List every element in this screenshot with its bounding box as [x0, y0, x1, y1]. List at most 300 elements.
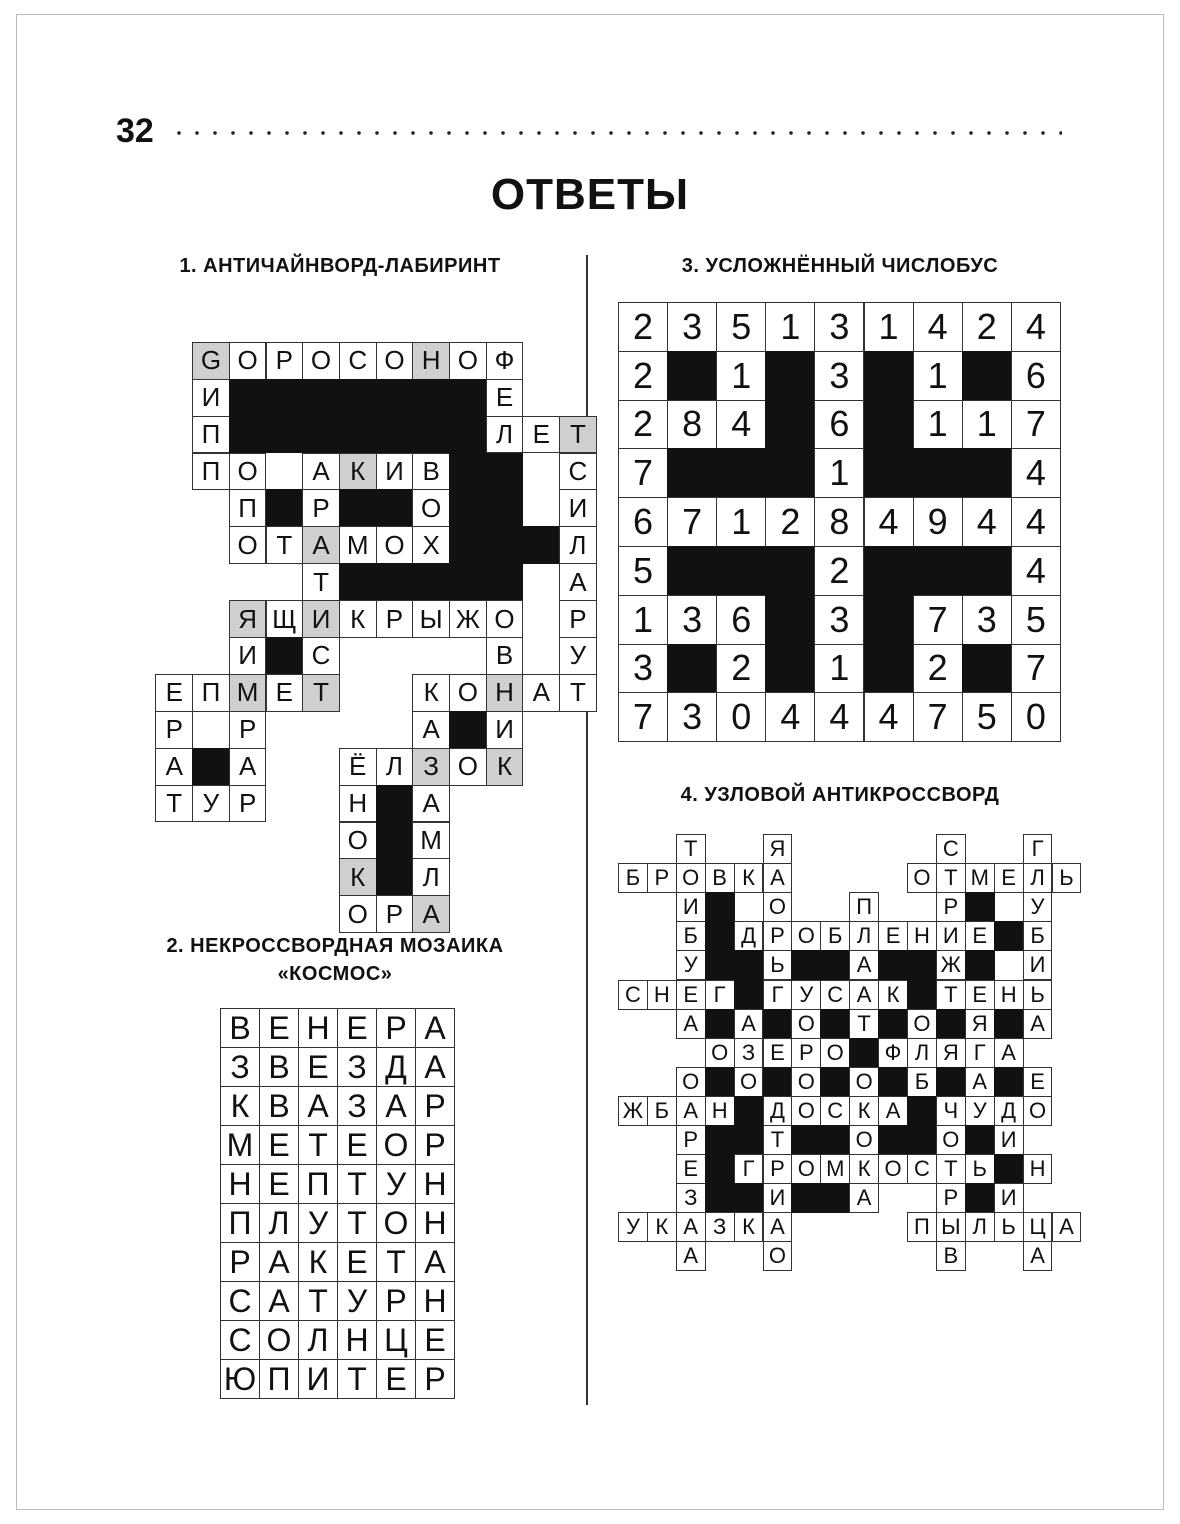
letter-cell: В: [936, 1241, 966, 1271]
letter-cell: Е: [965, 980, 995, 1010]
black-cell: [449, 379, 487, 417]
letter-cell: Е: [155, 674, 193, 712]
letter-cell: Ф: [486, 342, 524, 380]
letter-cell: Р: [415, 1359, 455, 1399]
letter-cell: Д: [763, 1096, 793, 1126]
black-cell: [449, 489, 487, 527]
letter-cell: О: [849, 1125, 879, 1155]
black-cell: [486, 563, 524, 601]
letter-cell: 2: [618, 400, 668, 450]
black-cell: [266, 637, 304, 675]
black-cell: [376, 785, 414, 823]
letter-cell: А: [1052, 1212, 1082, 1242]
letter-cell: К: [339, 600, 377, 638]
letter-cell: Р: [376, 1281, 416, 1321]
letter-cell: Е: [676, 980, 706, 1010]
black-cell: [734, 1096, 764, 1126]
letter-cell: О: [763, 892, 793, 922]
letter-cell: С: [936, 834, 966, 864]
dotted-header-rule: [170, 131, 1062, 135]
page-title: ОТВЕТЫ: [490, 170, 690, 219]
letter-cell: Н: [337, 1320, 377, 1360]
letter-cell: Е: [763, 1038, 793, 1068]
letter-cell: Ь: [965, 1154, 995, 1184]
letter-cell: 4: [814, 692, 864, 742]
black-cell: [913, 546, 963, 596]
letter-cell: К: [647, 1212, 677, 1242]
letter-cell: И: [1023, 950, 1053, 980]
letter-cell: Т: [936, 980, 966, 1010]
black-cell: [266, 489, 304, 527]
letter-cell: Е: [337, 1008, 377, 1048]
letter-cell: Г: [763, 980, 793, 1010]
highlighted-cell: А: [412, 895, 450, 933]
letter-cell: А: [676, 1009, 706, 1039]
letter-cell: 1: [962, 400, 1012, 450]
letter-cell: О: [734, 1067, 764, 1097]
letter-cell: Т: [559, 674, 597, 712]
black-cell: [266, 416, 304, 454]
letter-cell: Т: [936, 1154, 966, 1184]
letter-cell: Т: [849, 1009, 879, 1039]
section-title-line: 3. УСЛОЖНЁННЫЙ ЧИСЛОБУС: [681, 255, 999, 277]
letter-cell: О: [676, 863, 706, 893]
letter-cell: Е: [965, 921, 995, 951]
letter-cell: О: [791, 921, 821, 951]
letter-cell: А: [298, 1086, 338, 1126]
letter-cell: А: [763, 1212, 793, 1242]
letter-cell: И: [559, 489, 597, 527]
letter-cell: О: [449, 342, 487, 380]
section-title-1: [130, 255, 550, 278]
letter-cell: О: [412, 489, 450, 527]
letter-cell: Л: [486, 416, 524, 454]
letter-cell: О: [376, 342, 414, 380]
letter-cell: О: [229, 453, 267, 491]
letter-cell: 4: [1011, 448, 1061, 498]
letter-cell: К: [849, 1154, 879, 1184]
letter-cell: 5: [1011, 595, 1061, 645]
letter-cell: О: [676, 1067, 706, 1097]
black-cell: [486, 453, 524, 491]
black-cell: [266, 379, 304, 417]
letter-cell: З: [337, 1047, 377, 1087]
letter-cell: 8: [667, 400, 717, 450]
letter-cell: З: [337, 1086, 377, 1126]
letter-cell: А: [994, 1038, 1024, 1068]
letter-cell: Ь: [1052, 863, 1082, 893]
letter-cell: А: [676, 1096, 706, 1126]
letter-cell: Ж: [449, 600, 487, 638]
letter-cell: Н: [220, 1164, 260, 1204]
letter-cell: Я: [936, 1038, 966, 1068]
black-cell: [820, 1009, 850, 1039]
letter-cell: А: [376, 1086, 416, 1126]
letter-cell: Р: [415, 1125, 455, 1165]
letter-cell: З: [220, 1047, 260, 1087]
black-cell: [965, 1183, 995, 1213]
black-cell: [716, 448, 766, 498]
letter-cell: М: [220, 1125, 260, 1165]
black-cell: [907, 1096, 937, 1126]
letter-cell: Е: [676, 1154, 706, 1184]
letter-cell: 1: [618, 595, 668, 645]
letter-cell: М: [412, 822, 450, 860]
letter-cell: 0: [1011, 692, 1061, 742]
letter-cell: 1: [716, 497, 766, 547]
black-cell: [339, 489, 377, 527]
letter-cell: Н: [647, 980, 677, 1010]
letter-cell: Ё: [339, 748, 377, 786]
letter-cell: В: [259, 1047, 299, 1087]
letter-cell: 7: [667, 497, 717, 547]
letter-cell: С: [559, 453, 597, 491]
letter-cell: 7: [913, 692, 963, 742]
black-cell: [936, 1067, 966, 1097]
letter-cell: К: [734, 863, 764, 893]
letter-cell: Т: [337, 1203, 377, 1243]
letter-cell: О: [791, 1154, 821, 1184]
letter-cell: 3: [814, 302, 864, 352]
black-cell: [965, 950, 995, 980]
highlighted-cell: К: [486, 748, 524, 786]
letter-cell: 2: [618, 302, 668, 352]
highlighted-cell: Т: [559, 416, 597, 454]
letter-cell: Л: [298, 1320, 338, 1360]
highlighted-cell: Я: [229, 600, 267, 638]
letter-cell: И: [994, 1125, 1024, 1155]
highlighted-cell: К: [339, 453, 377, 491]
letter-cell: У: [965, 1096, 995, 1126]
letter-cell: 4: [1011, 497, 1061, 547]
black-cell: [229, 379, 267, 417]
letter-cell: Б: [820, 921, 850, 951]
letter-cell: 5: [962, 692, 1012, 742]
letter-cell: 2: [618, 351, 668, 401]
letter-cell: А: [849, 980, 879, 1010]
letter-cell: У: [676, 950, 706, 980]
letter-cell: Р: [155, 711, 193, 749]
black-cell: [734, 980, 764, 1010]
letter-cell: Ю: [220, 1359, 260, 1399]
letter-cell: В: [220, 1008, 260, 1048]
letter-cell: 5: [716, 302, 766, 352]
letter-cell: Е: [878, 921, 908, 951]
black-cell: [667, 546, 717, 596]
letter-cell: В: [412, 453, 450, 491]
letter-cell: А: [849, 950, 879, 980]
black-cell: [486, 489, 524, 527]
letter-cell: О: [849, 1067, 879, 1097]
letter-cell: С: [907, 1154, 937, 1184]
letter-cell: А: [302, 453, 340, 491]
letter-cell: 3: [962, 595, 1012, 645]
letter-cell: Я: [965, 1009, 995, 1039]
letter-cell: Н: [298, 1008, 338, 1048]
letter-cell: Н: [339, 785, 377, 823]
letter-cell: Н: [994, 980, 1024, 1010]
black-cell: [878, 1125, 908, 1155]
letter-cell: О: [449, 748, 487, 786]
letter-cell: О: [878, 1154, 908, 1184]
letter-cell: З: [734, 1038, 764, 1068]
black-cell: [994, 1067, 1024, 1097]
black-cell: [965, 892, 995, 922]
letter-cell: Е: [298, 1047, 338, 1087]
letter-cell: Ж: [618, 1096, 648, 1126]
letter-cell: С: [820, 980, 850, 1010]
black-cell: [765, 400, 815, 450]
black-cell: [705, 1009, 735, 1039]
letter-cell: О: [907, 1009, 937, 1039]
letter-cell: Т: [763, 1125, 793, 1155]
letter-cell: Г: [965, 1038, 995, 1068]
letter-cell: А: [849, 1183, 879, 1213]
letter-cell: 4: [962, 497, 1012, 547]
letter-cell: Н: [415, 1203, 455, 1243]
letter-cell: У: [376, 1164, 416, 1204]
letter-cell: М: [965, 863, 995, 893]
letter-cell: 4: [1011, 546, 1061, 596]
letter-cell: Г: [705, 980, 735, 1010]
letter-cell: А: [415, 1047, 455, 1087]
letter-cell: Ы: [412, 600, 450, 638]
letter-cell: Р: [302, 489, 340, 527]
letter-cell: 6: [618, 497, 668, 547]
black-cell: [376, 858, 414, 896]
letter-cell: Д: [994, 1096, 1024, 1126]
letter-cell: З: [705, 1212, 735, 1242]
black-cell: [864, 351, 914, 401]
letter-cell: Б: [647, 1096, 677, 1126]
letter-cell: Н: [705, 1096, 735, 1126]
highlighted-cell: М: [229, 674, 267, 712]
letter-cell: П: [907, 1212, 937, 1242]
letter-cell: Ж: [936, 950, 966, 980]
black-cell: [522, 526, 560, 564]
letter-cell: К: [298, 1242, 338, 1282]
letter-cell: Н: [907, 921, 937, 951]
letter-cell: С: [339, 342, 377, 380]
letter-cell: А: [763, 863, 793, 893]
letter-cell: Б: [676, 921, 706, 951]
black-cell: [765, 644, 815, 694]
black-cell: [765, 546, 815, 596]
letter-cell: А: [259, 1242, 299, 1282]
section-title-line: 1. АНТИЧАЙНВОРД-ЛАБИРИНТ: [179, 255, 501, 277]
black-cell: [878, 950, 908, 980]
letter-cell: Ч: [936, 1096, 966, 1126]
letter-cell: О: [229, 342, 267, 380]
black-cell: [864, 400, 914, 450]
letter-cell: А: [412, 711, 450, 749]
letter-cell: О: [376, 526, 414, 564]
letter-cell: К: [220, 1086, 260, 1126]
letter-cell: Е: [259, 1164, 299, 1204]
highlighted-cell: З: [412, 748, 450, 786]
letter-cell: Е: [415, 1320, 455, 1360]
black-cell: [907, 980, 937, 1010]
letter-cell: О: [763, 1241, 793, 1271]
letter-cell: 1: [913, 400, 963, 450]
black-cell: [449, 711, 487, 749]
black-cell: [376, 489, 414, 527]
black-cell: [705, 1183, 735, 1213]
letter-cell: У: [192, 785, 230, 823]
letter-cell: У: [337, 1281, 377, 1321]
letter-cell: А: [415, 1008, 455, 1048]
black-cell: [302, 379, 340, 417]
letter-cell: И: [298, 1359, 338, 1399]
letter-cell: К: [849, 1096, 879, 1126]
letter-cell: А: [559, 563, 597, 601]
letter-cell: 1: [864, 302, 914, 352]
letter-cell: Б: [1023, 921, 1053, 951]
letter-cell: Е: [337, 1125, 377, 1165]
letter-cell: Е: [259, 1008, 299, 1048]
letter-cell: 3: [618, 644, 668, 694]
black-cell: [192, 748, 230, 786]
black-cell: [962, 546, 1012, 596]
letter-cell: П: [849, 892, 879, 922]
section-title-4: [610, 784, 1070, 807]
letter-cell: А: [676, 1212, 706, 1242]
highlighted-cell: А: [302, 526, 340, 564]
section-title-line: 2. НЕКРОССВОРДНАЯ МОЗАИКА: [166, 935, 504, 957]
black-cell: [791, 1125, 821, 1155]
letter-cell: 4: [765, 692, 815, 742]
black-cell: [962, 351, 1012, 401]
letter-cell: Ф: [878, 1038, 908, 1068]
black-cell: [878, 1067, 908, 1097]
letter-cell: 1: [814, 448, 864, 498]
letter-cell: Р: [220, 1242, 260, 1282]
black-cell: [449, 526, 487, 564]
black-cell: [716, 546, 766, 596]
letter-cell: А: [1023, 1009, 1053, 1039]
letter-cell: 2: [913, 644, 963, 694]
letter-cell: 2: [765, 497, 815, 547]
letter-cell: А: [522, 674, 560, 712]
letter-cell: М: [820, 1154, 850, 1184]
letter-cell: В: [259, 1086, 299, 1126]
letter-cell: 5: [618, 546, 668, 596]
letter-cell: 7: [618, 692, 668, 742]
letter-cell: Р: [559, 600, 597, 638]
black-cell: [339, 379, 377, 417]
black-cell: [765, 351, 815, 401]
black-cell: [849, 1038, 879, 1068]
letter-cell: 3: [667, 595, 717, 645]
letter-cell: А: [676, 1241, 706, 1271]
black-cell: [449, 563, 487, 601]
letter-cell: П: [192, 453, 230, 491]
letter-cell: П: [298, 1164, 338, 1204]
black-cell: [376, 822, 414, 860]
black-cell: [486, 526, 524, 564]
letter-cell: Л: [259, 1203, 299, 1243]
black-cell: [376, 416, 414, 454]
letter-cell: У: [559, 637, 597, 675]
letter-cell: О: [791, 1096, 821, 1126]
letter-cell: А: [259, 1281, 299, 1321]
black-cell: [229, 416, 267, 454]
letter-cell: И: [936, 921, 966, 951]
letter-cell: Ь: [1023, 980, 1053, 1010]
letter-cell: И: [229, 637, 267, 675]
black-cell: [734, 1183, 764, 1213]
letter-cell: Л: [412, 858, 450, 896]
letter-cell: Т: [337, 1164, 377, 1204]
letter-cell: Т: [376, 1242, 416, 1282]
letter-cell: У: [1023, 892, 1053, 922]
letter-cell: Г: [1023, 834, 1053, 864]
letter-cell: А: [734, 1009, 764, 1039]
letter-cell: Р: [376, 895, 414, 933]
letter-cell: О: [376, 1203, 416, 1243]
letter-cell: С: [220, 1320, 260, 1360]
black-cell: [705, 892, 735, 922]
letter-cell: 3: [667, 302, 717, 352]
highlighted-cell: Т: [302, 674, 340, 712]
black-cell: [994, 921, 1024, 951]
letter-cell: 8: [814, 497, 864, 547]
black-cell: [994, 1009, 1024, 1039]
page-number: 32: [116, 112, 154, 150]
letter-cell: Д: [734, 921, 764, 951]
letter-cell: 4: [864, 497, 914, 547]
black-cell: [763, 1067, 793, 1097]
letter-cell: 1: [814, 644, 864, 694]
letter-cell: С: [820, 1096, 850, 1126]
letter-cell: 0: [716, 692, 766, 742]
black-cell: [376, 379, 414, 417]
letter-cell: Ь: [994, 1212, 1024, 1242]
black-cell: [667, 448, 717, 498]
black-cell: [820, 1125, 850, 1155]
letter-cell: Р: [936, 1183, 966, 1213]
black-cell: [734, 950, 764, 980]
section-title-line: 4. УЗЛОВОЙ АНТИКРОССВОРД: [680, 784, 1000, 806]
black-cell: [412, 379, 450, 417]
black-cell: [765, 595, 815, 645]
letter-cell: 7: [1011, 644, 1061, 694]
black-cell: [667, 351, 717, 401]
black-cell: [705, 1125, 735, 1155]
letter-cell: В: [705, 863, 735, 893]
letter-cell: О: [376, 1125, 416, 1165]
letter-cell: 1: [913, 351, 963, 401]
letter-cell: Е: [994, 863, 1024, 893]
black-cell: [994, 1154, 1024, 1184]
letter-cell: П: [192, 416, 230, 454]
black-cell: [864, 595, 914, 645]
black-cell: [864, 644, 914, 694]
letter-cell: Л: [376, 748, 414, 786]
black-cell: [705, 950, 735, 980]
black-cell: [705, 921, 735, 951]
letter-cell: Н: [1023, 1154, 1053, 1184]
black-cell: [705, 1067, 735, 1097]
section-title-2: [120, 932, 550, 988]
letter-cell: Т: [936, 863, 966, 893]
letter-cell: Р: [763, 921, 793, 951]
letter-cell: О: [339, 895, 377, 933]
letter-cell: О: [339, 822, 377, 860]
black-cell: [791, 1183, 821, 1213]
letter-cell: Т: [302, 563, 340, 601]
letter-cell: Р: [791, 1038, 821, 1068]
